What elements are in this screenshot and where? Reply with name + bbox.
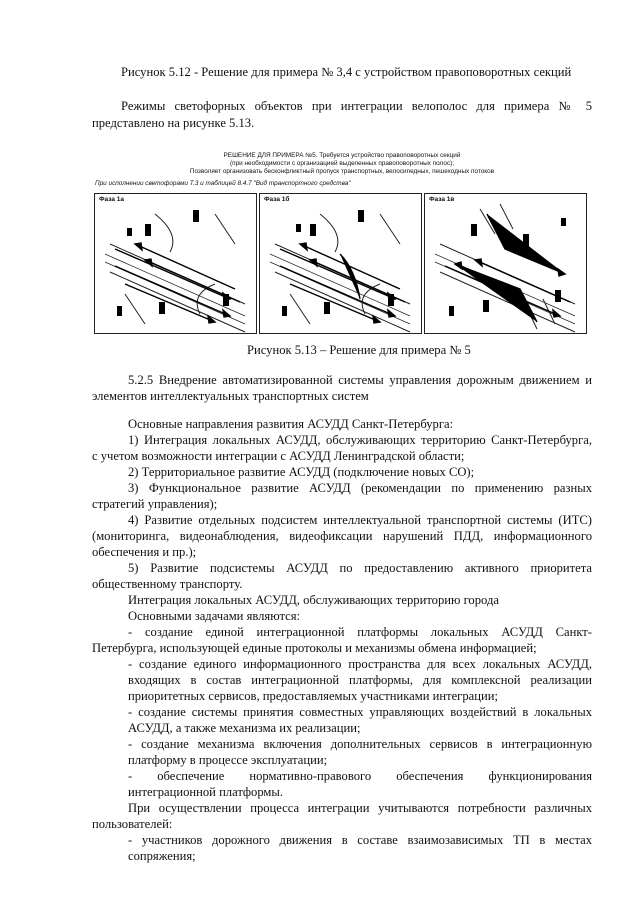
users-line-1: При осуществлении процесса интеграции учитываются потребности различных bbox=[128, 801, 592, 815]
task-2-line-1: - создание единого информационного пространства для всех локальных АСУДД, bbox=[128, 657, 592, 671]
intersection-diagram-1b bbox=[260, 194, 422, 334]
item-2: 2) Территориальное развитие АСУДД (подключение новых СО); bbox=[128, 465, 475, 479]
figure-header-line-2: (при необходимости с организацией выделенных правоповоротных полос); bbox=[230, 160, 454, 167]
users-line-2: пользователей: bbox=[92, 817, 173, 831]
section-heading-line-1: 5.2.5 Внедрение автоматизированной системы управления дорожным движением и bbox=[128, 373, 592, 387]
phase-1b-label: Фаза 1б bbox=[264, 196, 290, 203]
section-heading-line-2: элементов интеллектуальных транспортных систем bbox=[92, 389, 369, 403]
item-4-line-2: (мониторинга, видеонаблюдения, видеофиксации нарушений ПДД, информационного bbox=[92, 529, 592, 543]
task-5-line-2: интеграционной платформы. bbox=[128, 785, 283, 799]
participants-line-1: - участников дорожного движения в составе взаимозависимых ТП в местах bbox=[128, 833, 592, 847]
item-4-line-1: 4) Развитие отдельных подсистем интеллектуальной транспортной системы (ИТС) bbox=[128, 513, 592, 527]
figure-note: При исполнении светофорами Т.3 и таблицей 8.4.7 "Вид транспортного средства" bbox=[95, 180, 351, 187]
phase-1v-diagram bbox=[424, 193, 587, 334]
phase-1b-diagram bbox=[259, 193, 422, 334]
intersection-diagram-1v bbox=[425, 194, 587, 334]
task-5-line-1: - обеспечение нормативно-правового обеспечения функционирования bbox=[128, 769, 592, 783]
task-1-line-2: Петербурга, использующей единые протоколы и механизмы обмена информацией; bbox=[92, 641, 537, 655]
item-1-line-1: 1) Интеграция локальных АСУДД, обслуживающих территорию Санкт-Петербурга, bbox=[128, 433, 592, 447]
task-2-line-2: входящих в состав интеграционной платформы, для комплексной реализации bbox=[128, 673, 592, 687]
phase-1a-label: Фаза 1а bbox=[99, 196, 125, 203]
item-5-line-2: общественному транспорту. bbox=[92, 577, 243, 591]
task-4-line-2: платформу в процессе эксплуатации; bbox=[128, 753, 328, 767]
figure-header-line-3: Позволяет организовать бесконфликтный пропуск транспортных, велосипедных, пешеходных потоков bbox=[189, 168, 495, 175]
item-4-line-3: обеспечения и пр.); bbox=[92, 545, 197, 559]
intro-line-2: представлено на рисунке 5.13. bbox=[92, 116, 255, 130]
task-3-line-1: - создание системы принятия совместных управляющих воздействий в локальных bbox=[128, 705, 592, 719]
task-4-line-1: - создание механизма включения дополнительных сервисов в интеграционную bbox=[128, 737, 592, 751]
figure-5-13-caption: Рисунок 5.13 – Решение для примера № 5 bbox=[247, 343, 471, 357]
phase-1a-diagram bbox=[94, 193, 257, 334]
tasks-title: Основными задачами являются: bbox=[128, 609, 300, 623]
intro-line-1: Режимы светофорных объектов при интеграции велополос для примера № 5 bbox=[121, 99, 592, 113]
integration-title: Интеграция локальных АСУДД, обслуживающих территорию города bbox=[128, 593, 499, 607]
intersection-diagram-1a bbox=[95, 194, 257, 334]
figure-header-line-1: РЕШЕНИЕ ДЛЯ ПРИМЕРА №5. Требуется устройство правоповоротных секций bbox=[223, 152, 461, 159]
figure-5-12-caption: Рисунок 5.12 - Решение для примера № 3,4 с устройством правоповоротных секций bbox=[121, 65, 572, 79]
item-1-line-2: с учетом возможности интеграции с АСУДД Ленинградской области; bbox=[92, 449, 465, 463]
task-3-line-2: АСУДД, а также механизма их реализации; bbox=[128, 721, 361, 735]
participants-line-2: сопряжения; bbox=[128, 849, 196, 863]
item-3-line-1: 3) Функциональное развитие АСУДД (рекомендации по применению разных bbox=[128, 481, 592, 495]
task-1-line-1: - создание единой интеграционной платформы локальных АСУДД Санкт- bbox=[128, 625, 592, 639]
phase-1v-label: Фаза 1в bbox=[429, 196, 455, 203]
item-3-line-2: стратегий управления); bbox=[92, 497, 218, 511]
item-5-line-1: 5) Развитие подсистемы АСУДД по предоставлению активного приоритета bbox=[128, 561, 592, 575]
directions-title: Основные направления развития АСУДД Санкт-Петербурга: bbox=[128, 417, 454, 431]
task-2-line-3: приоритетных сервисов, предоставляемых участниками интеграции; bbox=[128, 689, 498, 703]
